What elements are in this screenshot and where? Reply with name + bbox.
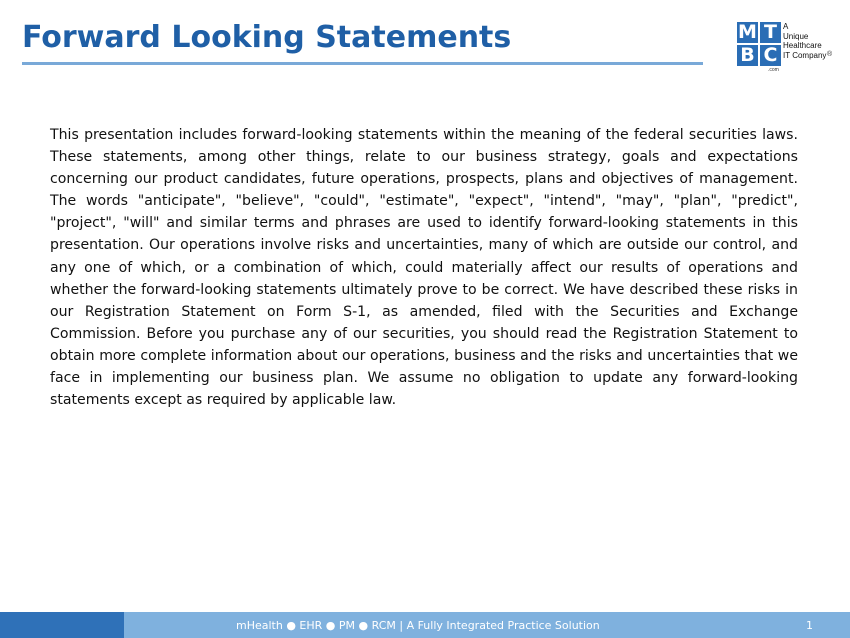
logo-letter-c: C — [760, 45, 781, 66]
title-underline — [22, 62, 703, 65]
logo-tagline-line: Unique — [783, 31, 809, 41]
logo-letter-m: M — [738, 21, 757, 43]
logo-tagline-line: Healthcare — [783, 41, 822, 50]
logo-letter-grid — [737, 22, 781, 66]
logo-tagline-line: A — [783, 22, 789, 31]
registered-mark: ® — [827, 51, 833, 58]
logo-tagline-line: IT Company — [783, 50, 827, 60]
footer-tagline: mHealth ● EHR ● PM ● RCM | A Fully Integrated Practice Solution — [236, 619, 600, 632]
footer-accent-block — [0, 612, 124, 638]
page-number: 1 — [806, 619, 813, 632]
slide-title: Forward Looking Statements — [22, 20, 512, 55]
logo-domain-suffix: .com — [768, 67, 779, 73]
logo-letter-b: B — [737, 45, 758, 66]
mtbc-logo — [737, 22, 833, 74]
disclaimer-paragraph: This presentation includes forward-looking statements within the meaning of the federal securities laws. These statements, among other things, relate to our business strategy, goals and expectations concerning our product candidates, future operations, prospects, plans and objectives of management. The words "anticipate", "believe", "could", "estimate", "expect", "intend", "may", "plan", "predict", "project", "will" and similar terms and phrases are used to identify forward-looking statements in this presentation. Our operations involve risks and uncertainties, many of which are outside our control, and any one of which, or a combination of which, could materially affect our results of operations and whether the forward-looking statements ultimately prove to be correct. We have described these risks in our Registration Statement on Form S-1, as amended, filed with the Securities and Exchange Commission. Before you purchase any of our securities, you should read the Registration Statement to obtain more complete information about our operations, business and the risks and uncertainties that we face in implementing our business plan. We assume no obligation to update any forward-looking statements except as required by applicable law. — [50, 127, 798, 409]
logo-tagline — [783, 22, 826, 60]
logo-letter-t: T — [760, 22, 781, 43]
